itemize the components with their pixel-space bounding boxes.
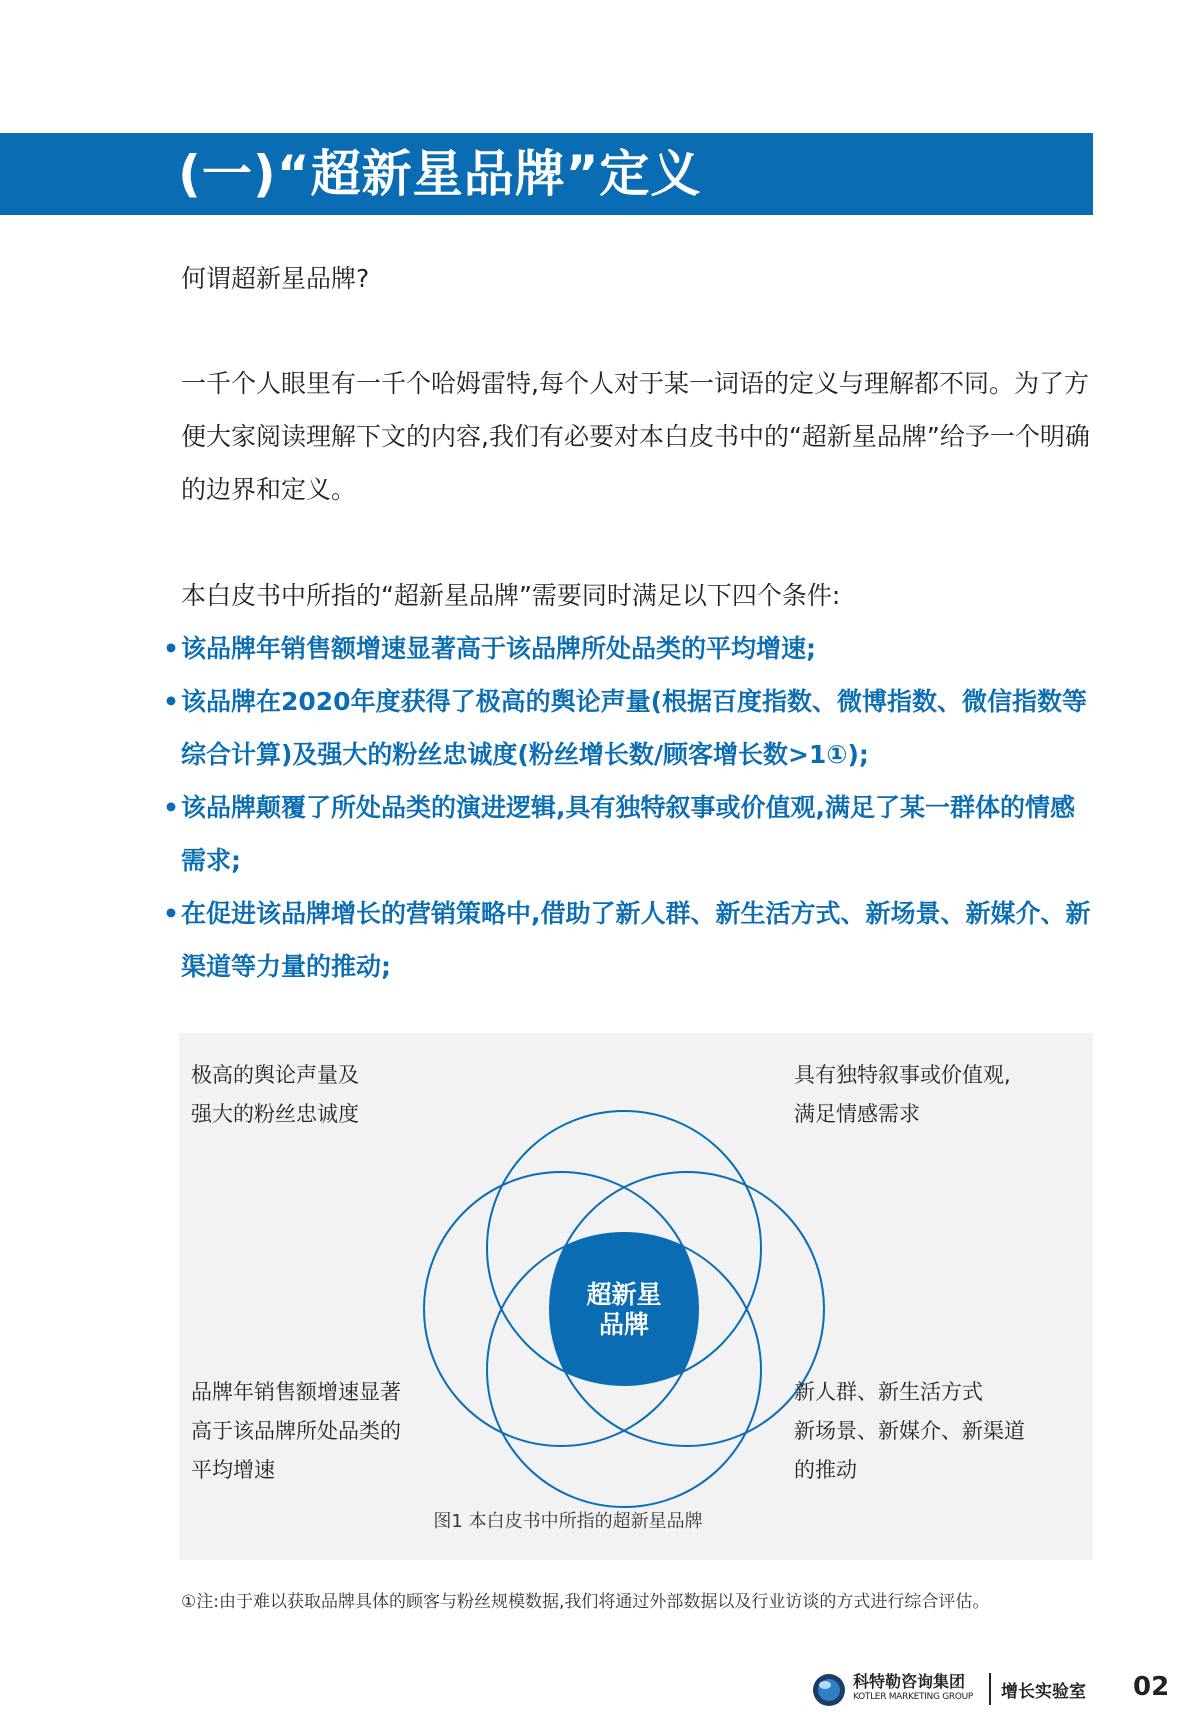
venn-figure [179, 1033, 1093, 1560]
page-footer [811, 1668, 1171, 1712]
venn-center-label-line1: 超新星 [586, 1280, 662, 1309]
intro-paragraph: 一千个人眼里有一千个哈姆雷特,每个人对于某一词语的定义与理解都不同。为了方便大家阅读理解下文的内容,我们有必要对本白皮书中的“超新星品牌”给予一个明确的边界和定义。 [181, 369, 1090, 504]
conditions-intro: 本白皮书中所指的“超新星品牌”需要同时满足以下四个条件: [181, 581, 841, 610]
label-top-left: 极高的舆论声量及 强大的粉丝忠诚度 [191, 1063, 359, 1126]
condition-item: • 该品牌在2020年度获得了极高的舆论声量(根据百度指数、微博指数、微信指数等综合计算)及强大的粉丝忠诚度(粉丝增长数/顾客增长数>1①); [181, 675, 1093, 781]
label-bottom-left: 品牌年销售额增速显著 高于该品牌所处品类的 平均增速 [191, 1380, 401, 1482]
figure-caption: 图1 本白皮书中所指的超新星品牌 [433, 1511, 703, 1532]
venn-center-label-line2: 品牌 [598, 1310, 650, 1339]
company-name-en: KOTLER MARKETING GROUP [853, 1692, 974, 1702]
conditions-list [181, 622, 1093, 993]
venn-center-region [550, 1172, 824, 1446]
lab-name: 增长实验室 [1001, 1682, 1086, 1702]
condition-item: • 该品牌颠覆了所处品类的演进逻辑,具有独特叙事或价值观,满足了某一群体的情感需求; [181, 781, 1093, 887]
question-paragraph: 何谓超新星品牌? [181, 264, 370, 293]
condition-item: • 该品牌年销售额增速显著高于该品牌所处品类的平均增速; [181, 622, 1093, 675]
section-title-bar [0, 133, 1093, 215]
globe-logo-icon [811, 1672, 847, 1708]
label-top-right: 具有独特叙事或价值观, 满足情感需求 [794, 1063, 1011, 1126]
section-title: (一)“超新星品牌”定义 [178, 145, 702, 203]
label-bottom-right: 新人群、新生活方式 新场景、新媒介、新渠道 的推动 [794, 1380, 1025, 1482]
footer-divider [989, 1673, 991, 1705]
footnote: ①注:由于难以获取品牌具体的顾客与粉丝规模数据,我们将通过外部数据以及行业访谈的方式进行综合评估。 [181, 1592, 990, 1612]
page-number: 02 [1133, 1672, 1170, 1702]
company-name-cn: 科特勒咨询集团 [853, 1672, 966, 1691]
condition-item: • 在促进该品牌增长的营销策略中,借助了新人群、新生活方式、新场景、新媒介、新渠道等力量的推动; [181, 887, 1093, 993]
